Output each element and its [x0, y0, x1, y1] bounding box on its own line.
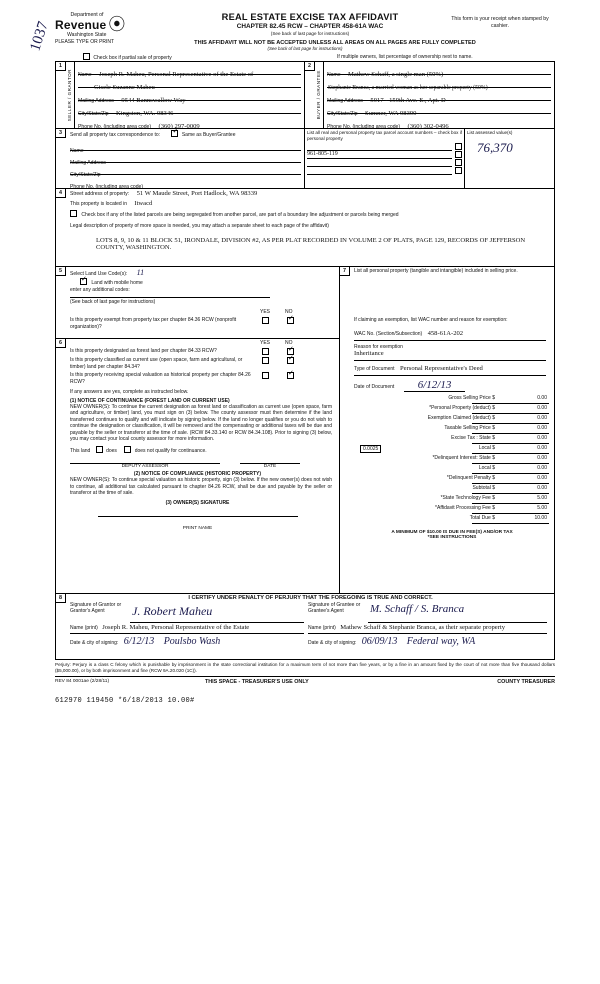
grantor-city-value[interactable]: Poulsbo Wash [163, 636, 221, 647]
amount-label-5: Local $ [478, 445, 495, 451]
assessed-value-box [465, 129, 555, 189]
corr-phone-label: Phone No. (including area code) [70, 184, 144, 190]
segregation-checkbox[interactable] [70, 210, 77, 217]
land-does-not-label: does not qualify for continuance. [134, 448, 207, 455]
extra-codes-label: enter any additional codes: [70, 287, 270, 298]
parcel-number-0[interactable]: 961-805-119 [307, 150, 338, 157]
grantee-signature-value[interactable]: M. Schaff / S. Branca [370, 603, 465, 615]
see-back-note: (See back of last page for instructions) [267, 46, 343, 51]
receipt-note: This form is your receipt when stamped by cashier. [451, 16, 549, 29]
wac-value[interactable]: 458-61A-202 [427, 330, 464, 337]
grantor-date-label: Date & city of signing: [70, 640, 119, 646]
same-as-buyer-checkbox[interactable] [171, 130, 178, 137]
party-section [55, 61, 555, 129]
swirl-icon: ⦿ [108, 15, 126, 34]
buyer-name2-value[interactable]: Stephanie Branca, a married woman as her separable property (50%) [328, 85, 488, 91]
street-address-value[interactable]: 51 W Maude Street, Port Hadlock, WA 98339 [136, 190, 258, 197]
state-label: Washington State [67, 32, 107, 38]
parcel-header: List all real and personal property tax parcel account numbers – check box if personal property [307, 130, 462, 141]
seller-citystate-label: City/State/Zip [78, 111, 109, 117]
county-treasurer-label: COUNTY TREASURER [497, 679, 555, 685]
please-type-label: PLEASE TYPE OR PRINT [55, 39, 115, 45]
historic-yes-checkbox[interactable] [262, 372, 269, 379]
buyer-mailing-label: Mailing Address [327, 98, 363, 104]
mobile-home-checkbox[interactable] [80, 278, 87, 285]
form-revision: REV 84 0001ae (2/28/11) [55, 679, 110, 684]
treasurer-stamp: 612970 119450 *6/18/2013 10.00# [55, 697, 195, 705]
correspondence-label: Send all property tax correspondence to: [70, 132, 161, 138]
warning-text: THIS AFFIDAVIT WILL NOT BE ACCEPTED UNLESS ALL AREAS ON ALL PAGES ARE FULLY COMPLETED [194, 40, 476, 46]
personal-property-box [340, 267, 555, 594]
extra-codes-note: (See back of last page for instructions) [70, 299, 156, 305]
grantor-signature-value[interactable]: J. Robert Maheu [132, 604, 213, 618]
land-does-label: does [106, 448, 117, 455]
grantor-signature-label: Signature of Grantor or Grantor's Agent [70, 602, 122, 614]
print-name-label: PRINT NAME [182, 525, 213, 531]
land-use-label: Select Land Use Code(s): [70, 271, 128, 277]
seller-name-label: Name [78, 72, 92, 78]
box6-yes-header: YES [260, 340, 271, 346]
amount-value-3[interactable]: 0.00 [537, 425, 547, 431]
if-yes-note: If any answers are yes, complete as instructed below. [70, 389, 189, 395]
land-use-box [55, 267, 340, 339]
grantee-signature-label: Signature of Grantee or Grantee's Agent [308, 602, 361, 614]
designation-box [55, 339, 340, 594]
wac-label: WAC No. (Section/Subsection) [354, 331, 423, 337]
land-use-value[interactable]: 11 [136, 268, 145, 277]
amount-label-4: Excise Tax : State $ [451, 435, 495, 441]
multiple-owners-label: If multiple owners, list percentage of ownership next to name. [337, 54, 473, 60]
located-in-label: This property is located in [70, 201, 127, 207]
seller-mailing-label: Mailing Address [78, 98, 114, 104]
exemption-label: If claiming an exemption, list WAC number and reason for exemption: [354, 317, 508, 323]
notice-compliance-title: (2) NOTICE OF COMPLIANCE (HISTORIC PROPERTY) [133, 471, 262, 478]
excise-tax-affidavit [55, 12, 555, 705]
buyer-mailing-value[interactable]: 5917 - 159th Ave. E., Apt. D [370, 97, 446, 104]
amounts-table [354, 395, 551, 525]
box-number-1: 1 [56, 62, 66, 71]
legal-description-value[interactable]: LOTS 8, 9, 10 & 11 BLOCK 51, IRONDALE, DIVISION #2, AS PER PLAT RECORDED IN VOLUME 2 OF PLATS, PAGE 129, RECORDS OF JEFFERSON COUNTY, WASHINGTON. [96, 237, 526, 251]
parcel-personal-checkbox-3[interactable] [455, 167, 462, 174]
grantee-date-label: Date & city of signing: [308, 640, 357, 646]
box5-yes-header: YES [260, 309, 271, 315]
box-number-3: 3 [56, 129, 66, 138]
grantee-city-value[interactable]: Federal way, WA [406, 636, 476, 647]
dor-logo [55, 12, 175, 38]
amount-value-2[interactable]: 0.00 [537, 415, 547, 421]
located-in-value[interactable]: Itwacd [134, 200, 153, 207]
notice-continuance-body: NEW OWNER(S): To continue the current designation as forest land or classification as current use (open space, farm and agriculture, or timber) land, you must sign on (3) below. The county assessor must then determine if the land transferred continues to qualify and will indicate by signing below. If the land no longer qualifies or you do not wish to continue the designation or classification, it will be removed and the compensating or additional taxes will be due and payable by the seller or transferor at the time of sale. (RCW 84.33.140 or RCW 84.34.108). Prior to signing (3) below, you may contact your local county assessor for more information. [70, 404, 332, 443]
amount-value-6[interactable]: 0.00 [537, 455, 547, 461]
seller-side-label: SELLER / GRANTOR [67, 68, 72, 122]
parcel-personal-checkbox-1[interactable] [455, 151, 462, 158]
local-rate-value[interactable]: 0.0025 [360, 445, 381, 453]
amount-label-7: Local $ [478, 465, 495, 471]
seller-citystate-value[interactable]: Kingston, WA. 98346 [116, 110, 174, 117]
assessor-date-label: DATE [240, 463, 300, 469]
amount-value-4[interactable]: 0.00 [537, 435, 547, 441]
certify-statement: I CERTIFY UNDER PENALTY OF PERJURY THAT THE FOREGOING IS TRUE AND CORRECT. [188, 595, 433, 601]
buyer-name-label: Name [327, 72, 341, 78]
seller-mailing-value[interactable]: 9544 Bannswallow Way [121, 97, 186, 104]
seller-phone-value[interactable]: (360) 297-0009 [158, 123, 200, 130]
forest-land-yes-checkbox[interactable] [262, 348, 269, 355]
minimum-due-note: A MINIMUM OF $10.00 IS DUE IN FEE(S) AND/OR TAX [391, 530, 513, 535]
buyer-name-value[interactable]: Mathew Schaff, a single man (50%) [348, 71, 444, 78]
amount-label-6: *Delinquent Interest: State $ [432, 455, 495, 461]
buyer-phone-label: Phone No. (including area code) [327, 124, 401, 130]
parcel-personal-checkbox-2[interactable] [455, 159, 462, 166]
box-number-2: 2 [305, 62, 315, 71]
doctype-value[interactable]: Personal Representative's Deed [399, 365, 483, 372]
owner-signature-title: (3) OWNER(S) SIGNATURE [165, 499, 230, 506]
form-header [55, 12, 555, 38]
current-use-no-checkbox[interactable] [287, 357, 294, 364]
buyer-citystate-value[interactable]: Sumner, WA 98390 [365, 110, 417, 117]
correspondence-box [55, 129, 305, 189]
buyer-citystate-label: City/State/Zip [327, 111, 358, 117]
personal-property-label: List all personal property (tangible and intangible) included in selling price. [354, 268, 518, 274]
tax-exempt-no-checkbox[interactable] [287, 317, 294, 324]
box-number-5: 5 [56, 267, 66, 276]
grantee-date-value[interactable]: 06/09/13 [361, 636, 398, 647]
grantor-name-label: Name (print) [70, 625, 98, 631]
box-number-7: 7 [340, 267, 350, 276]
seller-name-value[interactable]: Joseph R. Maheu, Personal Representative of the Estate of [99, 71, 254, 78]
deputy-assessor-label: DEPUTY ASSESSOR [70, 463, 220, 469]
box3-section [55, 129, 555, 189]
partial-sale-checkbox[interactable] [83, 53, 90, 60]
box-number-6: 6 [56, 339, 66, 348]
amount-label-12: Total Due $ [469, 515, 495, 521]
notice-compliance-body: NEW OWNER(S): To continue special valuation as historic property, sign (3) below. If the new owner(s) does not wish to continue, all additional tax calculated pursuant to chapter 84.26 RCW, shall be due and payable by the seller or transferor at the time of sale. [70, 477, 332, 497]
seller-phone-label: Phone No. (including area code) [78, 124, 152, 130]
buyer-box [305, 61, 555, 129]
forest-land-no-checkbox[interactable] [287, 348, 294, 355]
amount-value-0[interactable]: 0.00 [537, 395, 547, 401]
dept-label: Department of [70, 12, 104, 18]
amount-value-5[interactable]: 0.00 [537, 445, 547, 451]
assessed-value[interactable]: 76,370 [477, 140, 513, 155]
treasurer-space-label: THIS SPACE - TREASURER'S USE ONLY [205, 679, 309, 685]
partial-sale-label: Check box if partial sale of property [93, 55, 172, 61]
certification-box [55, 594, 555, 660]
tax-exempt-question: Is this property exempt from property tax per chapter 84.36 RCW (nonprofit organization)? [70, 317, 237, 330]
this-land-label: This land [70, 448, 91, 455]
corr-citystate-label: City/State/Zip [70, 172, 101, 178]
parcel-box [305, 129, 465, 189]
docdate-value[interactable]: 6/12/13 [404, 379, 466, 392]
legal-description-label: Legal description of property of more space is needed, you may attach a separate sheet to each page of the affidavit) [70, 223, 329, 229]
land-does-checkbox[interactable] [96, 446, 103, 453]
box6-no-header: NO [285, 340, 293, 346]
box-number-8: 8 [56, 594, 66, 603]
forest-land-question: Is this property designated as forest land per chapter 84.33 RCW? [70, 348, 217, 354]
tax-exempt-yes-checkbox[interactable] [262, 317, 269, 324]
historic-no-checkbox[interactable] [287, 372, 294, 379]
amount-value-8[interactable]: 0.00 [537, 475, 547, 481]
revenue-label: Revenue [55, 18, 107, 32]
street-address-label: Street address of property: [70, 191, 130, 197]
amount-value-10[interactable]: 5.00 [537, 495, 547, 501]
corr-name-label: Name [70, 148, 84, 154]
historic-question: Is this property receiving special valuation as historical property per chapter 84.26 RCW? [70, 372, 251, 385]
property-box [55, 189, 555, 267]
grantor-date-value[interactable]: 6/12/13 [123, 636, 155, 647]
reason-value[interactable]: Inheritance [354, 350, 384, 357]
buyer-phone-value[interactable]: (360) 302-0496 [407, 123, 449, 130]
box5-no-header: NO [285, 309, 293, 315]
current-use-yes-checkbox[interactable] [262, 357, 269, 364]
seller-name2-value[interactable]: Gisele Suzanne Maheu [94, 84, 155, 91]
land-does-not-checkbox[interactable] [124, 446, 131, 453]
amount-label-1: *Personal Property (deduct) $ [429, 405, 495, 411]
partial-sale-row [55, 53, 555, 61]
stamp-number: 1037 [27, 19, 52, 54]
page-subtitle: CHAPTER 82.45 RCW – CHAPTER 458-61A WAC [236, 23, 384, 30]
amount-label-2: Exemption Claimed (deduct) $ [427, 415, 495, 421]
box-number-4: 4 [56, 189, 66, 198]
boxes-567 [55, 267, 555, 594]
instructions-note: (See back of last page for instructions) [270, 31, 350, 36]
same-as-buyer-label: Same as Buyer/Grantee [181, 132, 236, 138]
amount-value-11[interactable]: 5.00 [537, 505, 547, 511]
buyer-side-label: BUYER / GRANTEE [316, 70, 321, 120]
amount-label-11: *Affidavit Processing Fee $ [435, 505, 495, 511]
seller-box [55, 61, 305, 129]
assessed-header: List assessed value(s) [467, 130, 513, 135]
reason-label: Reason for exemption [354, 344, 403, 350]
grantee-name-label: Name (print) [308, 625, 336, 631]
amount-label-10: *State Technology Fee $ [440, 495, 495, 501]
amount-value-7[interactable]: 0.00 [537, 465, 547, 471]
amount-label-3: Taxable Selling Price $ [444, 425, 495, 431]
amount-label-8: *Delinquent Penalty $ [446, 475, 495, 481]
current-use-question: Is this property classified as current use (open space, farm and agricultural, or timber) land per chapter 84.34? [70, 357, 243, 370]
grantor-name-value[interactable]: Joseph R. Maheu, Personal Representative of the Estate [102, 624, 250, 631]
grantee-name-value[interactable]: Mathew Schaff & Stephanie Branca, as their separate property [340, 624, 506, 631]
corr-mailing-label: Mailing Address [70, 160, 106, 166]
parcel-personal-checkbox-0[interactable] [455, 143, 462, 150]
page-title: REAL ESTATE EXCISE TAX AFFIDAVIT [221, 12, 399, 22]
amount-label-0: Gross Selling Price $ [448, 395, 495, 401]
amount-value-9[interactable]: 0.00 [537, 485, 547, 491]
mobile-home-label: Land with mobile home [91, 280, 143, 286]
notice-continuance-title: (1) NOTICE OF CONTINUANCE (FOREST LAND OR CURRENT USE) [70, 398, 230, 404]
amount-label-9: Subtotal $ [472, 485, 495, 491]
docdate-label: Date of Document [354, 384, 395, 390]
doctype-label: Type of Document [354, 366, 395, 372]
see-instructions-note: *SEE INSTRUCTIONS [427, 535, 477, 540]
perjury-note: Perjury: Perjury is a class C felony which is punishable by imprisonment in the state correctional institution for a maximum term of not more than five years, or by a fine in an amount fixed by the court of not more than five thousand dollars ($5,000.00), or by both imprisonment and fine (RCW 9A.20.020 (1C)). [55, 662, 555, 673]
amount-value-12[interactable]: 10.00 [534, 515, 547, 521]
segregation-label: Check box if any of the listed parcels are being segregated from another parcel, are part of a boundary line adjustment or parcels being merged [81, 212, 399, 218]
amount-value-1[interactable]: 0.00 [537, 405, 547, 411]
